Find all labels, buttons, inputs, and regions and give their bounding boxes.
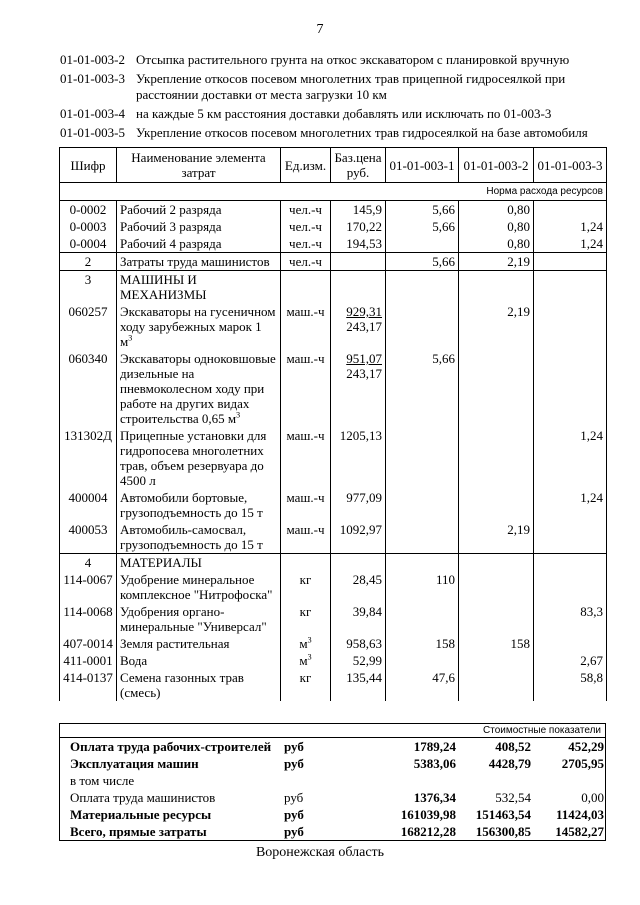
totals-body	[60, 738, 607, 840]
totals-v3: 0,00	[581, 790, 604, 805]
cell-v1	[386, 603, 459, 635]
table-row	[60, 571, 607, 603]
cell-v2	[459, 652, 534, 669]
cell-text: чел.-ч	[289, 236, 322, 251]
cell-text: 39,84	[352, 604, 382, 619]
cell-text: 1,24	[580, 428, 603, 443]
cell-text: 5,66	[432, 219, 455, 234]
cell-code	[60, 271, 117, 304]
code-descriptions	[60, 52, 620, 144]
cell-text: МАТЕРИАЛЫ	[120, 555, 202, 570]
cell-v3	[534, 652, 607, 669]
cell-unit	[281, 669, 331, 701]
totals-row	[60, 789, 607, 806]
code-row	[60, 125, 620, 141]
code-id: 01-01-003-3	[60, 71, 125, 86]
cell-price	[331, 253, 386, 271]
cell-text: кг	[299, 572, 312, 587]
table-row	[60, 350, 607, 427]
cell-text: Рабочий 3 разряда	[120, 219, 222, 234]
totals-unit: руб	[284, 739, 304, 754]
cell-price	[331, 635, 386, 652]
cell-v1	[386, 489, 459, 521]
price-main: 929,31	[346, 304, 382, 319]
totals-label: Материальные ресурсы	[70, 807, 212, 822]
totals-v3: 11424,03	[555, 807, 604, 822]
code-text: Укрепление откосов посевом многолетних трав гидросеялкой на базе автомобиля	[136, 125, 588, 140]
table-row	[60, 303, 607, 350]
cell-v3	[534, 201, 607, 219]
totals-v1: 1376,34	[413, 790, 456, 805]
code-id: 01-01-003-2	[60, 52, 125, 67]
totals-label: Оплата труда машинистов	[70, 790, 216, 805]
cell-v3	[534, 235, 607, 253]
cell-code	[60, 521, 117, 554]
cell-code	[60, 253, 117, 271]
cell-text: 407-0014	[63, 636, 113, 651]
cell-text: Семена газонных трав (смесь)	[120, 670, 244, 700]
cell-unit	[281, 271, 331, 304]
table-row	[60, 669, 607, 701]
code-row	[60, 52, 620, 68]
cell-text: 1,24	[580, 219, 603, 234]
cell-name	[117, 603, 281, 635]
totals-v2: 408,52	[495, 739, 531, 754]
cell-text: 114-0068	[63, 604, 113, 619]
cell-code	[60, 303, 117, 350]
cell-v1	[386, 201, 459, 219]
col-header: 01-01-003-1	[386, 148, 459, 183]
cell-text: 135,44	[346, 670, 382, 685]
price-main: 951,07	[346, 351, 382, 366]
totals-v3	[534, 772, 607, 789]
cell-name	[117, 271, 281, 304]
cell-text: 3	[84, 272, 92, 287]
totals-blank	[331, 789, 386, 806]
note-cost: Стоимостные показатели	[60, 724, 605, 738]
cell-text: Экскаваторы на гусеничном ходу зарубежных марок 1 м	[120, 304, 276, 349]
cell-price	[331, 603, 386, 635]
totals-row	[60, 755, 607, 772]
cell-code	[60, 350, 117, 427]
cell-text: 110	[435, 572, 455, 587]
totals-v2: 4428,79	[488, 756, 531, 771]
cell-text: Рабочий 4 разряда	[120, 236, 222, 251]
cell-v3	[534, 603, 607, 635]
cell-text: маш.-ч	[286, 304, 325, 319]
cell-text: 194,53	[346, 236, 382, 251]
cell-text: 5,66	[432, 202, 455, 217]
cell-v2	[459, 571, 534, 603]
cell-v2	[459, 303, 534, 350]
table-row	[60, 554, 607, 572]
cell-name	[117, 218, 281, 235]
cell-name	[117, 303, 281, 350]
cell-text: маш.-ч	[286, 490, 325, 505]
totals-v1: 1789,24	[413, 739, 456, 754]
code-text: на каждые 5 км расстояния доставки добавлять или исключать по 01-003-3	[136, 106, 552, 121]
cell-unit	[281, 253, 331, 271]
cell-text: 1,24	[580, 236, 603, 251]
totals-unit: руб	[284, 807, 304, 822]
totals-blank	[331, 755, 386, 772]
cell-text: маш.-ч	[286, 351, 325, 366]
table-row	[60, 271, 607, 304]
superscript: 3	[307, 652, 312, 662]
cell-price	[331, 201, 386, 219]
code-id: 01-01-003-4	[60, 106, 125, 121]
cell-price	[331, 350, 386, 427]
superscript: 3	[236, 410, 241, 420]
totals-v1: 168212,28	[400, 824, 456, 839]
cell-text: 2,19	[507, 254, 530, 269]
cell-unit	[281, 652, 331, 669]
cell-text: 060340	[68, 351, 108, 366]
totals-row	[60, 772, 607, 789]
cell-unit	[281, 218, 331, 235]
table-row	[60, 253, 607, 271]
cell-v2	[459, 521, 534, 554]
cell-text: 0,80	[507, 202, 530, 217]
cell-name	[117, 350, 281, 427]
table-row	[60, 489, 607, 521]
cell-text: 2	[84, 254, 92, 269]
cell-text: маш.-ч	[286, 522, 325, 537]
note-row	[60, 183, 607, 201]
cell-text: Вода	[120, 653, 148, 668]
cell-v1	[386, 571, 459, 603]
totals-v2: 532,54	[495, 790, 531, 805]
cell-v3	[534, 571, 607, 603]
cell-text: 400053	[68, 522, 108, 537]
cell-name	[117, 427, 281, 489]
totals-unit: руб	[284, 756, 304, 771]
cell-text: 170,22	[346, 219, 382, 234]
totals-v2: 151463,54	[475, 807, 531, 822]
table-body	[60, 201, 607, 702]
cell-price	[331, 271, 386, 304]
totals-v1: 161039,98	[400, 807, 456, 822]
cell-text: 0-0003	[69, 219, 107, 234]
cell-text: Рабочий 2 разряда	[120, 202, 222, 217]
cell-v1	[386, 427, 459, 489]
cell-text: МАШИНЫ И МЕХАНИЗМЫ	[120, 272, 207, 302]
table-header-row	[60, 148, 607, 183]
cell-name	[117, 554, 281, 572]
cell-v1	[386, 218, 459, 235]
cell-unit	[281, 303, 331, 350]
cell-unit	[281, 201, 331, 219]
cell-price	[331, 427, 386, 489]
superscript: 3	[307, 635, 312, 645]
cell-text: кг	[299, 604, 312, 619]
cell-text: 4	[84, 555, 92, 570]
cell-code	[60, 652, 117, 669]
cell-unit	[281, 350, 331, 427]
cell-unit	[281, 635, 331, 652]
totals-row	[60, 823, 607, 840]
totals-blank	[331, 738, 386, 755]
footer-region: Воронежская область	[255, 845, 385, 860]
totals-label: Эксплуатация машин	[70, 756, 199, 771]
code-row	[60, 71, 620, 103]
cell-text: Экскаваторы одноковшовые дизельные на пневмоколесном ходу при работе на других видах строительства 0,65 м	[120, 351, 276, 426]
cell-v3	[534, 489, 607, 521]
resource-table	[59, 147, 607, 701]
totals-row	[60, 738, 607, 755]
cell-text: 411-0001	[63, 653, 113, 668]
cell-v2	[459, 271, 534, 304]
cell-text: 58,8	[580, 670, 603, 685]
totals-v3: 452,29	[568, 739, 604, 754]
cell-text: Удобрение минеральное комплексное "Нитрофоска"	[120, 572, 273, 602]
cell-v2	[459, 427, 534, 489]
cell-v2	[459, 635, 534, 652]
table-row	[60, 521, 607, 554]
table-row	[60, 218, 607, 235]
col-header: Наименование элемента затрат	[117, 148, 281, 183]
cell-text: чел.-ч	[289, 254, 322, 269]
page-number: 7	[316, 22, 324, 37]
cell-text: Земля растительная	[120, 636, 230, 651]
cell-v3	[534, 350, 607, 427]
cell-text: 5,66	[432, 351, 455, 366]
cell-code	[60, 235, 117, 253]
cell-text: м	[299, 636, 308, 651]
cell-v2	[459, 218, 534, 235]
cell-text: 131302Д	[64, 428, 112, 443]
cell-price	[331, 554, 386, 572]
cell-code	[60, 571, 117, 603]
cell-v1	[386, 271, 459, 304]
cell-v1	[386, 521, 459, 554]
code-row	[60, 106, 620, 122]
cell-v2	[459, 253, 534, 271]
cell-code	[60, 218, 117, 235]
cell-price	[331, 303, 386, 350]
cell-unit	[281, 489, 331, 521]
cell-text: Удобрения органо-минеральные "Универсал"	[120, 604, 267, 634]
cell-price	[331, 652, 386, 669]
price-secondary: 243,17	[346, 366, 382, 381]
cell-text: 400004	[68, 490, 108, 505]
cell-text: 1205,13	[339, 428, 382, 443]
totals-blank	[331, 823, 386, 840]
cell-v3	[534, 253, 607, 271]
cell-v2	[459, 235, 534, 253]
cell-v2	[459, 201, 534, 219]
table-row	[60, 427, 607, 489]
cell-code	[60, 635, 117, 652]
totals-blank	[331, 772, 386, 789]
cell-v1	[386, 554, 459, 572]
cell-name	[117, 201, 281, 219]
cell-price	[331, 571, 386, 603]
cell-v1	[386, 635, 459, 652]
cell-text: чел.-ч	[289, 219, 322, 234]
cell-text: Автомобили бортовые, грузоподъемность до 15 т	[120, 490, 263, 520]
cell-v1	[386, 652, 459, 669]
cell-v2	[459, 554, 534, 572]
cell-text: 0-0004	[69, 236, 107, 251]
cell-code	[60, 603, 117, 635]
cell-text: 1092,97	[339, 522, 382, 537]
cell-text: 958,63	[346, 636, 382, 651]
code-text: Отсыпка растительного грунта на откос экскаватором с планировкой вручную	[136, 52, 570, 67]
totals-unit: руб	[284, 824, 304, 839]
cell-v3	[534, 303, 607, 350]
col-header: Шифр	[60, 148, 117, 183]
cell-name	[117, 635, 281, 652]
cell-text: 158	[435, 636, 455, 651]
col-header: Ед.изм.	[281, 148, 331, 183]
totals-label: в том числе	[70, 773, 135, 788]
cell-unit	[281, 521, 331, 554]
code-id: 01-01-003-5	[60, 125, 125, 140]
cell-v1	[386, 253, 459, 271]
totals-v1	[386, 772, 459, 789]
cell-price	[331, 489, 386, 521]
cell-text: 0,80	[507, 219, 530, 234]
cell-text: 2,67	[580, 653, 603, 668]
table-row	[60, 635, 607, 652]
cell-v1	[386, 350, 459, 427]
cell-text: 977,09	[346, 490, 382, 505]
totals-row	[60, 806, 607, 823]
cell-name	[117, 571, 281, 603]
cell-v2	[459, 350, 534, 427]
cell-text: 060257	[68, 304, 108, 319]
cell-price	[331, 218, 386, 235]
cell-v3	[534, 521, 607, 554]
cell-v2	[459, 489, 534, 521]
cell-unit	[281, 554, 331, 572]
cell-name	[117, 489, 281, 521]
cell-unit	[281, 235, 331, 253]
table-row	[60, 201, 607, 219]
cell-v3	[534, 669, 607, 701]
cell-text: 47,6	[432, 670, 455, 685]
totals-v3: 2705,95	[561, 756, 604, 771]
cell-v1	[386, 669, 459, 701]
cell-text: 0,80	[507, 236, 530, 251]
col-header: Баз.цена руб.	[331, 148, 386, 183]
cell-unit	[281, 427, 331, 489]
cell-text: 5,66	[432, 254, 455, 269]
cell-text: 2,19	[507, 304, 530, 319]
cell-text: 2,19	[507, 522, 530, 537]
cell-text: 28,45	[352, 572, 382, 587]
cell-text: Автомобиль-самосвал, грузоподъемность до 15 т	[120, 522, 263, 552]
cell-text: 0-0002	[69, 202, 107, 217]
totals-blank	[331, 806, 386, 823]
cell-text: Затраты труда машинистов	[120, 254, 270, 269]
totals-block	[59, 723, 606, 841]
cell-text: 83,3	[580, 604, 603, 619]
cell-code	[60, 554, 117, 572]
cell-name	[117, 253, 281, 271]
cell-v2	[459, 603, 534, 635]
cell-price	[331, 235, 386, 253]
table-row	[60, 652, 607, 669]
cell-code	[60, 669, 117, 701]
cell-text: 145,9	[352, 202, 382, 217]
totals-label: Всего, прямые затраты	[70, 824, 207, 839]
price-secondary: 243,17	[346, 319, 382, 334]
cell-text: 158	[510, 636, 530, 651]
cell-price	[331, 669, 386, 701]
totals-v2	[459, 772, 534, 789]
cell-v3	[534, 554, 607, 572]
totals-v2: 156300,85	[475, 824, 531, 839]
cell-code	[60, 427, 117, 489]
cell-v3	[534, 271, 607, 304]
col-header: 01-01-003-3	[534, 148, 607, 183]
cell-text: 414-0137	[63, 670, 113, 685]
cell-unit	[281, 571, 331, 603]
cell-text: кг	[299, 670, 312, 685]
cell-text: чел.-ч	[289, 202, 322, 217]
cell-v1	[386, 303, 459, 350]
totals-unit	[281, 772, 331, 789]
cell-name	[117, 235, 281, 253]
totals-v3: 14582,27	[555, 824, 604, 839]
cell-unit	[281, 603, 331, 635]
cell-text: 114-0067	[63, 572, 113, 587]
cell-v2	[459, 669, 534, 701]
totals-v1: 5383,06	[413, 756, 456, 771]
cell-v1	[386, 235, 459, 253]
totals-unit: руб	[284, 790, 304, 805]
cell-v3	[534, 427, 607, 489]
cell-code	[60, 489, 117, 521]
note-resources: Норма расхода ресурсов	[60, 183, 607, 201]
cell-name	[117, 652, 281, 669]
superscript: 3	[128, 333, 133, 343]
cell-text: м	[299, 653, 308, 668]
cell-price	[331, 521, 386, 554]
cell-text: 1,24	[580, 490, 603, 505]
cell-v3	[534, 635, 607, 652]
cell-code	[60, 201, 117, 219]
table-row	[60, 603, 607, 635]
cell-name	[117, 521, 281, 554]
cell-name	[117, 669, 281, 701]
totals-label: Оплата труда рабочих-строителей	[70, 739, 272, 754]
code-text: Укрепление откосов посевом многолетних трав прицепной гидросеялкой при расстоянии доставки от места загрузки 10 км	[136, 71, 566, 102]
cell-text: Прицепные установки для гидропосева многолетних трав, объем резервуара до 4500 л	[120, 428, 267, 488]
cell-text: 52,99	[352, 653, 382, 668]
cell-text: маш.-ч	[286, 428, 325, 443]
col-header: 01-01-003-2	[459, 148, 534, 183]
table-row	[60, 235, 607, 253]
cell-v3	[534, 218, 607, 235]
